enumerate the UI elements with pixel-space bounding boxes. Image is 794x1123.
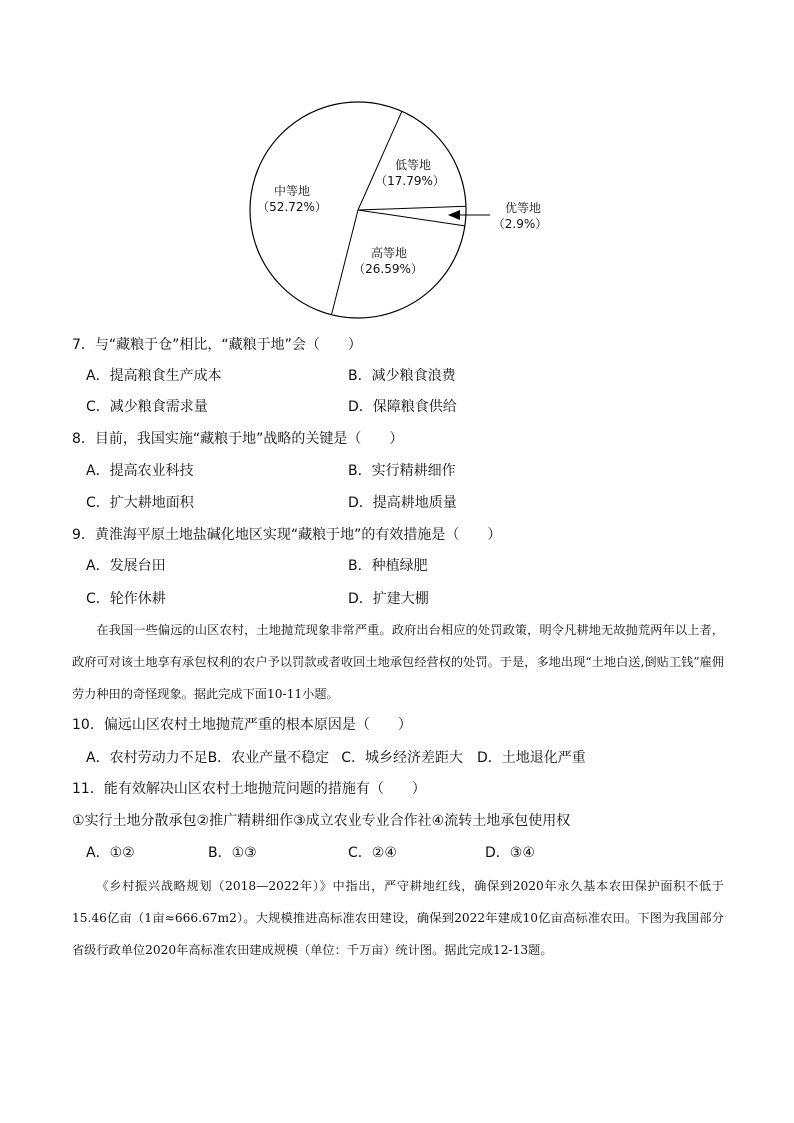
label-youdengdi: 优等地 <box>504 201 542 215</box>
q11-option-a[interactable]: A．①② <box>86 845 135 861</box>
label-didengdi-pct: （17.79%） <box>375 174 445 188</box>
q11-option-b[interactable]: B．①③ <box>208 845 257 861</box>
land-grade-pie-chart <box>230 95 570 335</box>
q8-option-d[interactable]: D．提高耕地质量 <box>348 495 457 511</box>
q10-options <box>86 749 586 767</box>
q9-option-a[interactable]: A．发展台田 <box>86 558 166 574</box>
label-didengdi: 低等地 <box>394 158 432 172</box>
q11-option-d[interactable]: D．③④ <box>485 845 535 861</box>
q10-option-c[interactable]: C．城乡经济差距大 <box>341 750 463 766</box>
q9-option-c[interactable]: C．轮作休耕 <box>86 591 166 607</box>
q9-stem: 9．黄淮海平原土地盐碱化地区实现“藏粮于地”的有效措施是（ ） <box>72 527 502 543</box>
pie-boundary-gaodengdi <box>358 210 465 226</box>
q8-option-b[interactable]: B．实行精耕细作 <box>348 463 456 479</box>
q10-option-d[interactable]: D．土地退化严重 <box>476 750 586 766</box>
passage-10-11: 在我国一些偏远的山区农村，土地抛荒现象非常严重。政府出台相应的处罚政策，明令凡耕地无故抛荒两年以上者，政府可对该土地享有承包权利的农户予以罚款或者收回土地承包经营权的处罚。于是，多地出现“土地白送,倒贴工钱”雇佣劳力种田的奇怪现象。据此完成下面10-11小题。 <box>72 623 724 701</box>
q10-stem: 10．偏远山区农村土地抛荒严重的根本原因是（ ） <box>72 717 412 733</box>
q8-option-a[interactable]: A．提高农业科技 <box>86 463 194 479</box>
q8-option-c[interactable]: C．扩大耕地面积 <box>86 495 194 511</box>
label-gaodengdi-pct: （26.59%） <box>353 262 423 276</box>
q7-option-a[interactable]: A．提高粮食生产成本 <box>86 368 222 384</box>
q7-option-d[interactable]: D．保障粮食供给 <box>348 399 457 415</box>
q7-option-c[interactable]: C．减少粮食需求量 <box>86 399 208 415</box>
label-zhongdengdi: 中等地 <box>273 184 311 198</box>
q11-option-c[interactable]: C．②④ <box>348 845 397 861</box>
youdengdi-arrow-head <box>448 210 460 220</box>
pie-boundary-youdengdi <box>358 206 466 210</box>
q11-stem: 11．能有效解决山区农村土地抛荒问题的措施有（ ） <box>72 781 426 797</box>
label-youdengdi-pct: （2.9%） <box>492 217 548 231</box>
q7-stem: 7．与“藏粮于仓”相比，“藏粮于地”会（ ） <box>72 337 362 353</box>
q10-option-a[interactable]: A．农村劳动力不足 <box>86 750 208 766</box>
label-zhongdengdi-pct: （52.72%） <box>257 200 327 214</box>
q9-option-b[interactable]: B．种植绿肥 <box>348 558 428 574</box>
q10-option-b[interactable]: B．农业产量不稳定 <box>207 750 330 766</box>
q8-stem: 8．目前，我国实施“藏粮于地”战略的关键是（ ） <box>72 431 404 447</box>
label-gaodengdi: 高等地 <box>370 246 408 260</box>
q11-items: ①实行土地分散承包②推广精耕细作③成立农业专业合作社④流转土地承包使用权 <box>72 813 571 829</box>
q9-option-d[interactable]: D．扩建大棚 <box>348 591 429 607</box>
passage-12-13: 《乡村振兴战略规划（2018—2022年）》中指出，严守耕地红线，确保到2020年永久基本农田保护面积不低于15.46亿亩（1亩≈666.67m2）。大规模推进高标准农田建设，确保到2022年建成10亿亩高标准农田。下图为我国部分省级行政单位2020年高标准农田建成规模（单位：千万亩）统计图。据此完成12-13题。 <box>72 879 724 957</box>
q7-option-b[interactable]: B．减少粮食浪费 <box>348 368 456 384</box>
